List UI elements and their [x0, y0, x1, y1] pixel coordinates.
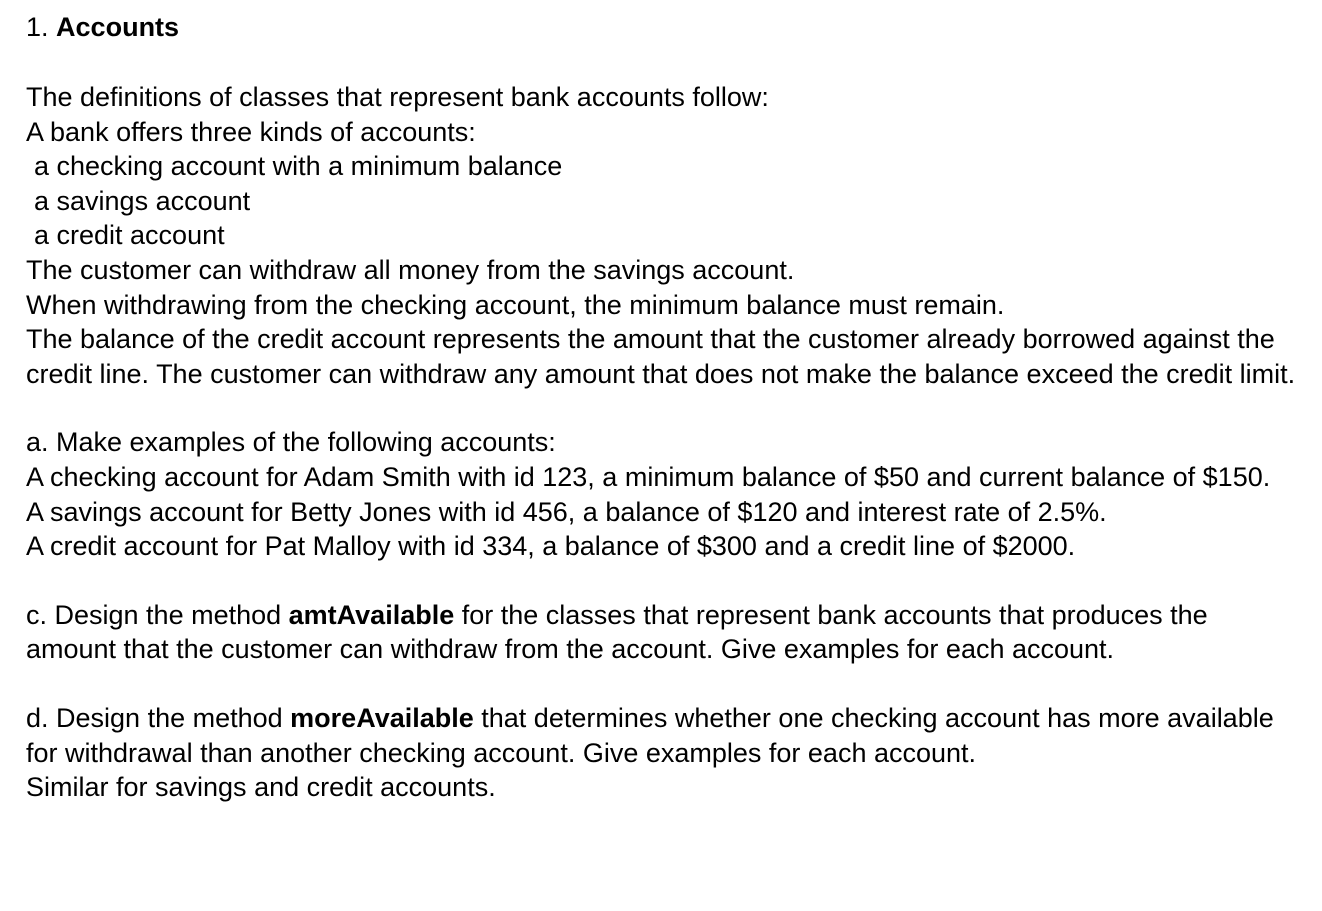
section-heading	[26, 10, 1296, 44]
method-more-available: moreAvailable	[290, 702, 474, 733]
part-d-before: d. Design the method	[26, 702, 291, 733]
part-c-paragraph	[26, 598, 1296, 667]
example-savings: A savings account for Betty Jones with id 456, a balance of $120 and interest rate of 2.5%.	[26, 496, 1107, 527]
part-a-paragraph	[26, 425, 1296, 563]
part-d-paragraph	[26, 701, 1296, 805]
method-amt-available: amtAvailable	[288, 599, 455, 630]
account-kind-credit: a credit account	[34, 220, 225, 251]
example-credit: A credit account for Pat Malloy with id 334, a balance of $300 and a credit line of $2000.	[26, 531, 1076, 562]
heading-number: 1.	[26, 12, 49, 42]
intro-line-definitions: The definitions of classes that represent bank accounts follow:	[26, 82, 769, 112]
document-body	[26, 10, 1296, 805]
rule-checking: When withdrawing from the checking account, the minimum balance must remain.	[26, 289, 1005, 320]
part-d-text	[26, 701, 1296, 770]
part-c-before: c. Design the method	[26, 599, 289, 630]
example-checking: A checking account for Adam Smith with id 123, a minimum balance of $50 and current balance of $150.	[26, 461, 1271, 492]
heading-title: Accounts	[56, 12, 180, 42]
part-c-after: for the classes that represent bank accounts that produces the amount that the customer can withdraw from the account. Give examples for each account.	[26, 599, 1208, 665]
part-d-similar: Similar for savings and credit accounts.	[26, 772, 496, 803]
rule-savings: The customer can withdraw all money from the savings account.	[26, 254, 795, 285]
part-a-lead: a. Make examples of the following accounts:	[26, 427, 556, 458]
part-d-after: that determines whether one checking account has more available for withdrawal than another checking account. Give examples for each account.	[26, 702, 1274, 768]
intro-line-kinds: A bank offers three kinds of accounts:	[26, 116, 476, 147]
account-kind-checking: a checking account with a minimum balance	[34, 151, 563, 182]
part-c-text	[26, 598, 1296, 667]
account-kind-savings: a savings account	[34, 185, 251, 216]
intro-paragraph	[26, 80, 1296, 391]
rule-credit: The balance of the credit account represents the amount that the customer already borrowed against the credit line. The customer can withdraw any amount that does not make the balance exceed the credit limit.	[26, 324, 1296, 389]
